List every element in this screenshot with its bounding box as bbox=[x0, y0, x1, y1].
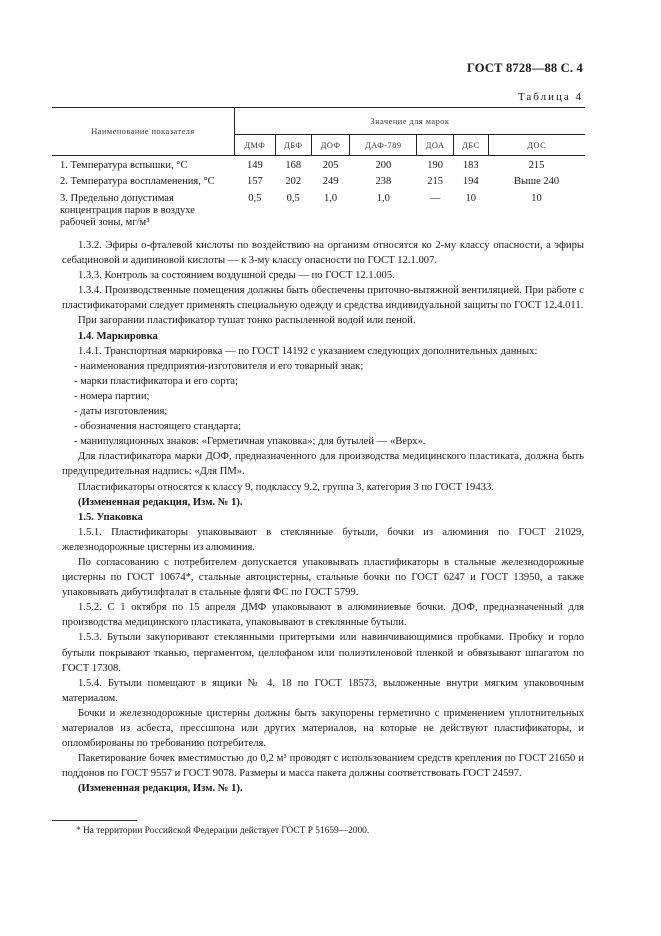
cell-value: 200 bbox=[375, 160, 392, 171]
paragraph: 1.3.2. Эфиры о-фталевой кислоты по воздействию на организм относятся ко 2-му классу опасности, а эфиры себациновой и адипиновой кислоты — к 3-му классу опасности по ГОСТ 12.1.007. bbox=[62, 240, 584, 267]
column-group-header: Значение для марок bbox=[235, 108, 586, 135]
section-heading: (Измененная редакция, Изм. № 1). bbox=[78, 496, 243, 508]
cell-value: 249 bbox=[322, 176, 339, 187]
cell-value: 215 bbox=[528, 160, 545, 171]
paragraph: 1.5.2. С 1 октября по 15 апреля ДМФ упаковывают в алюминиевые бочки. ДОФ, предназначенный для производства медицинского пластиката, упаковывают в стеклянные бутыли. bbox=[62, 602, 584, 629]
list-item: - манипуляционных знаков: «Герметичная упаковка»; для бутылей — «Верх». bbox=[74, 436, 426, 448]
paragraph: 1.5.4. Бутыли помещают в ящики № 4, 18 по ГОСТ 18573, выложенные внутри мягким упаковочным материалом. bbox=[62, 677, 584, 704]
brand-header: ДОС bbox=[488, 135, 585, 156]
document-body bbox=[62, 238, 584, 796]
cell-value: 215 bbox=[427, 176, 443, 187]
brand-header: ДБФ bbox=[275, 135, 311, 156]
cell-value: 238 bbox=[375, 176, 392, 187]
cell-value: 1,0 bbox=[376, 193, 390, 204]
paragraph: Пакетирование бочек вместимостью до 0,2 м³ проводят с использованием средств крепления по ГОСТ 21650 и поддонов по ГОСТ 9557 и ГОСТ 9078. Размеры и масса пакета должны соответствовать ГОСТ 24597. bbox=[62, 753, 584, 780]
list-item: - даты изготовления; bbox=[74, 406, 168, 418]
properties-table-wrap bbox=[52, 107, 585, 233]
cell-value: 205 bbox=[322, 160, 339, 171]
table-label: Таблица 4 bbox=[517, 91, 583, 103]
table-row bbox=[52, 156, 585, 174]
list-item: - марки пластификатора и его сорта; bbox=[74, 375, 238, 387]
page-header: ГОСТ 8728—88 С. 4 bbox=[466, 61, 583, 75]
cell-value: 10 bbox=[531, 193, 542, 204]
properties-table bbox=[52, 107, 585, 233]
paragraph: Пластификаторы относятся к классу 9, подклассу 9.2, группа 3, категория 3 по ГОСТ 19433. bbox=[78, 481, 494, 493]
cell-value: Выше 240 bbox=[513, 176, 560, 187]
cell-value: 190 bbox=[427, 160, 443, 171]
paragraph: Бочки и железнодорожные цистерны должны быть закупорены герметично с применением уплотнительных материалов из асбеста, прессшпона или других материалов, на которые не действуют пластификаторы, и опломбированы по требованию потребителя. bbox=[62, 707, 584, 750]
paragraph: 1.3.3. Контроль за состоянием воздушной среды — по ГОСТ 12.1.005. bbox=[78, 270, 395, 282]
brand-header: ДМФ bbox=[235, 135, 276, 156]
cell-value: 202 bbox=[285, 176, 302, 187]
column-header-name: Наименование показателя bbox=[52, 108, 235, 156]
brand-header: ДАФ-789 bbox=[350, 135, 417, 156]
list-item: - номера партии; bbox=[74, 390, 150, 402]
cell-value: 10 bbox=[465, 193, 477, 204]
row-name: 3. Предельно допустимая концентрация паров в воздухе рабочей зоны, мг/м³ bbox=[60, 193, 195, 228]
cell-value: 183 bbox=[462, 160, 479, 171]
paragraph: Для пластификатора марки ДОФ, предназначенного для производства медицинского пластиката, должна быть предупредительная надпись: «Для ПМ». bbox=[62, 451, 584, 478]
cell-value: 157 bbox=[246, 176, 263, 187]
row-name: 1. Температура вспышки, °С bbox=[60, 160, 188, 171]
brand-header: ДОА bbox=[417, 135, 454, 156]
list-item: - наименования предприятия-изготовителя и его товарный знак; bbox=[74, 360, 364, 372]
table-row bbox=[52, 173, 585, 189]
brand-header: ДБС bbox=[454, 135, 489, 156]
cell-value: 194 bbox=[462, 176, 479, 187]
cell-value: 1,0 bbox=[324, 193, 338, 204]
row-name: 2. Температура воспламенения, °С bbox=[60, 176, 215, 187]
paragraph: По согласованию с потребителем допускается упаковывать пластификаторы в стальные железнодорожные цистерны по ГОСТ 10674*, стальные автоцистерны, стальные бочки по ГОСТ 6247 и ГОСТ 13950, а также упаковывать дибутилфталат в стальные фляги ФС по ГОСТ 5799. bbox=[62, 556, 584, 599]
paragraph: 1.5.1. Пластификаторы упаковывают в стеклянные бутыли, бочки из алюминия по ГОСТ 21029, железнодорожные цистерны из алюминия. bbox=[62, 526, 584, 553]
cell-value: 149 bbox=[246, 160, 263, 171]
section-heading: 1.5. Упаковка bbox=[78, 511, 143, 523]
list-item: - обозначения настоящего стандарта; bbox=[74, 421, 242, 433]
paragraph: 1.4.1. Транспортная маркировка — по ГОСТ 14192 с указанием следующих дополнительных данных: bbox=[78, 345, 538, 357]
section-heading: 1.4. Маркировка bbox=[78, 330, 158, 342]
table-row bbox=[52, 189, 585, 233]
footnote: * На территории Российской Федерации действует ГОСТ Р 51659—2000. bbox=[76, 826, 370, 836]
cell-value: — bbox=[429, 193, 441, 204]
cell-value: 0,5 bbox=[286, 193, 300, 204]
brand-header: ДОФ bbox=[311, 135, 350, 156]
paragraph: 1.3.4. Производственные помещения должны быть обеспечены приточно-вытяжной вентиляцией. При работе с пластификаторами следует применять специальную одежду и средства индивидуальной защиты по ГОСТ 12.4.011. bbox=[62, 285, 584, 312]
footnote-divider bbox=[52, 820, 137, 821]
section-heading: (Измененная редакция, Изм. № 1). bbox=[78, 783, 243, 795]
paragraph: 1.5.3. Бутыли закупоривают стеклянными притертыми или навинчивающимися пробками. Пробку и горло бутыли покрывают тканью, пергаментом, целлофаном или полиэтиленовой пленкой и обвязывают шпагатом по ГОСТ 17308. bbox=[62, 632, 584, 674]
cell-value: 0,5 bbox=[248, 193, 262, 204]
paragraph: При загорании пластификатор тушат тонко распыленной водой или пеной. bbox=[78, 315, 416, 327]
cell-value: 168 bbox=[285, 160, 302, 171]
